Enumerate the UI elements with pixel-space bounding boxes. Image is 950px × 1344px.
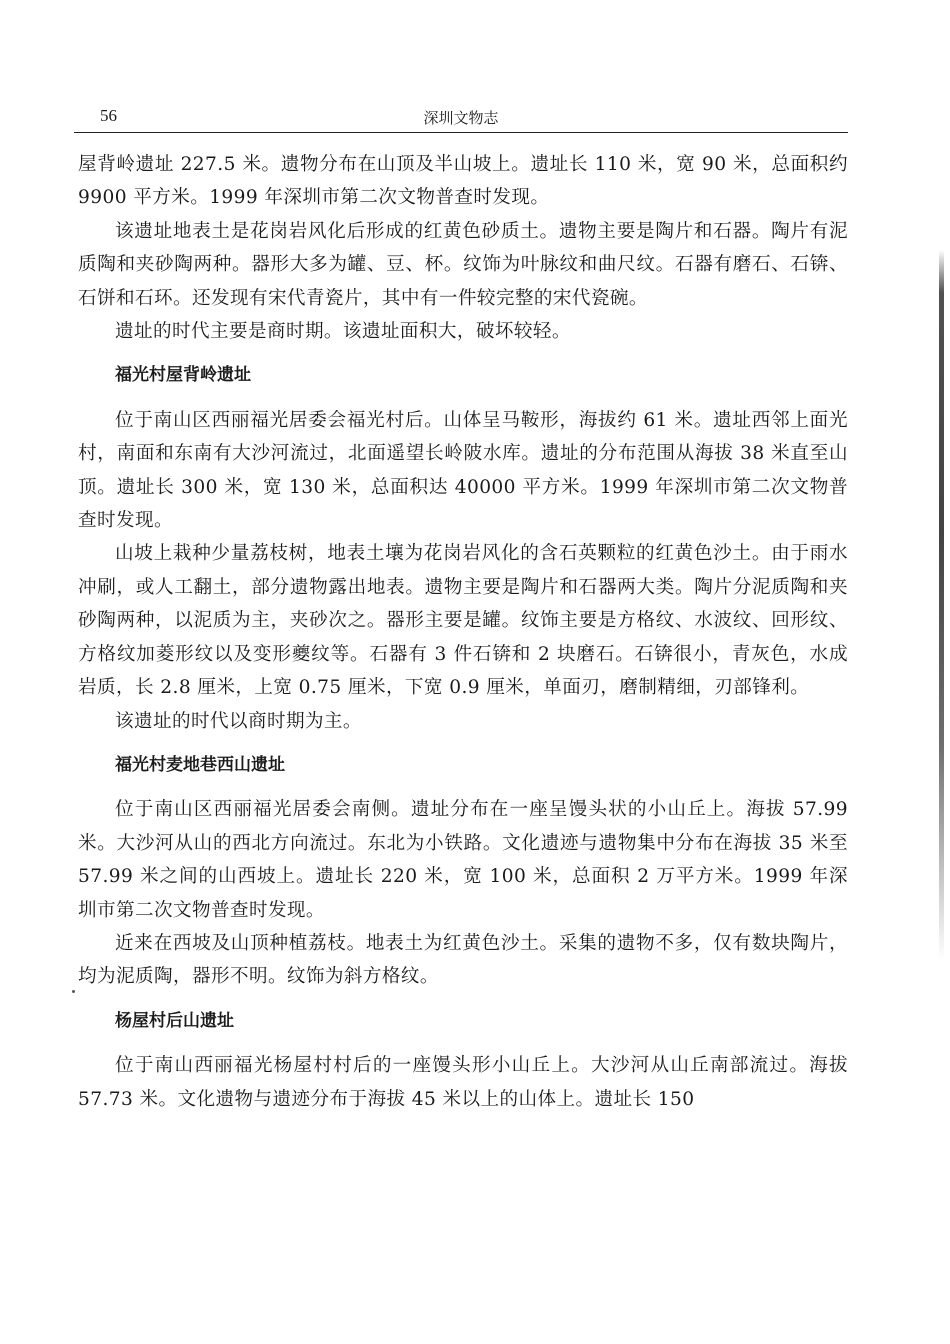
paragraph: 位于南山区西丽福光居委会南侧。遗址分布在一座呈馒头状的小山丘上。海拔 57.99 米。大沙河从山的西北方向流过。东北为小铁路。文化遗迹与遗物集中分布在海拔 35 米至 57.99 米之间的山西坡上。遗址长 220 米，宽 100 米，总面积 2 万平方米。1999 年深圳市第二次文物普查时发现。: [78, 799, 848, 921]
paragraph: 该遗址的时代以商时期为主。: [115, 710, 362, 732]
paragraph: 遗址的时代主要是商时期。该遗址面积大，破坏较轻。: [115, 321, 571, 343]
paragraph: 近来在西坡及山顶种植荔枝。地表土为红黄色沙土。采集的遗物不多，仅有数块陶片，均为泥质陶，器形不明。纹饰为斜方格纹。: [78, 932, 848, 988]
paragraph: 该遗址地表土是花岗岩风化后形成的红黄色砂质土。遗物主要是陶片和石器。陶片有泥质陶和夹砂陶两种。器形大多为罐、豆、杯。纹饰为叶脉纹和曲尺纹。石器有磨石、石锛、石饼和石环。还发现有宋代青瓷片，其中有一件较完整的宋代瓷碗。: [78, 220, 848, 309]
scan-edge-mark: [939, 250, 944, 960]
section-title: 福光村麦地巷西山遗址: [115, 754, 285, 775]
scan-speck: [72, 990, 75, 993]
page-header: [74, 102, 848, 133]
paragraph: 位于南山西丽福光杨屋村村后的一座馒头形小山丘上。大沙河从山丘南部流过。海拔 57.73 米。文化遗物与遗迹分布于海拔 45 米以上的山体上。遗址长 150: [78, 1055, 848, 1110]
paragraph: 位于南山区西丽福光居委会福光村后。山体呈马鞍形，海拔约 61 米。遗址西邻上面光村，南面和东南有大沙河流过，北面遥望长岭陂水库。遗址的分布范围从海拔 38 米直至山顶。遗址长 300 米，宽 130 米，总面积达 40000 平方米。1999 年深圳市第二次文物普查时发现。: [78, 409, 848, 532]
paragraph: 屋背岭遗址 227.5 米。遗物分布在山顶及半山坡上。遗址长 110 米，宽 90 米，总面积约 9900 平方米。1999 年深圳市第二次文物普查时发现。: [78, 154, 848, 209]
running-title: 深圳文物志: [423, 109, 499, 127]
page-number: 56: [100, 106, 117, 125]
section-title: 杨屋村后山遗址: [115, 1010, 234, 1031]
section-title: 福光村屋背岭遗址: [115, 365, 251, 386]
page-body: [78, 148, 848, 1116]
paragraph: 山坡上栽种少量荔枝树，地表土壤为花岗岩风化的含石英颗粒的红黄色沙土。由于雨水冲刷，或人工翻土，部分遗物露出地表。遗物主要是陶片和石器两大类。陶片分泥质陶和夹砂陶两种，以泥质为主，夹砂次之。器形主要是罐。纹饰主要是方格纹、水波纹、回形纹、方格纹加菱形纹以及变形夔纹等。石器有 3 件石锛和 2 块磨石。石锛很小，青灰色，水成岩质，长 2.8 厘米，上宽 0.75 厘米，下宽 0.9 厘米，单面刃，磨制精细，刃部锋利。: [78, 543, 848, 699]
